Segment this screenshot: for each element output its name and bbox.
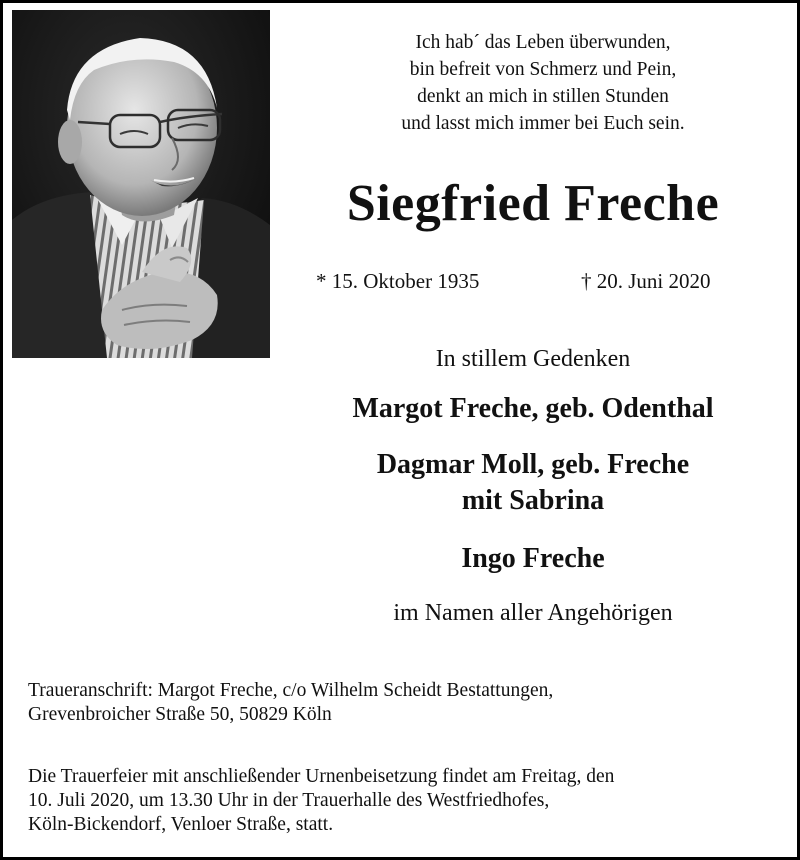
- address-line: Traueranschrift: Margot Freche, c/o Wilhelm Scheidt Bestattungen,: [28, 680, 554, 701]
- mourner-name: Margot Freche, geb. Odenthal: [352, 393, 714, 424]
- mourner-name: Ingo Freche: [461, 543, 605, 574]
- ceremony-line: 10. Juli 2020, um 13.30 Uhr in der Trauerhalle des Westfriedhofes,: [28, 790, 550, 811]
- portrait-photo: [12, 10, 270, 358]
- memory-intro: In stillem Gedenken: [435, 346, 631, 372]
- birth-date: * 15. Oktober 1935: [316, 269, 480, 293]
- portrait-illustration: [12, 10, 270, 358]
- poem-line: bin befreit von Schmerz und Pein,: [409, 59, 677, 80]
- poem-line: Ich hab´ das Leben überwunden,: [415, 32, 671, 53]
- ceremony-line: Die Trauerfeier mit anschließender Urnenbeisetzung findet am Freitag, den: [28, 766, 615, 787]
- mourner-name: Dagmar Moll, geb. Freche: [376, 449, 690, 480]
- address-line: Grevenbroicher Straße 50, 50829 Köln: [28, 704, 332, 725]
- relatives-closing: im Namen aller Angehörigen: [393, 600, 673, 626]
- ceremony-info: [28, 765, 788, 837]
- poem-line: denkt an mich in stillen Stunden: [417, 86, 669, 107]
- death-date: † 20. Juni 2020: [581, 269, 711, 293]
- mourning-address: [28, 679, 788, 727]
- deceased-name: Siegfried Freche: [346, 175, 720, 232]
- mourner-name: mit Sabrina: [461, 485, 605, 516]
- ceremony-line: Köln-Bickendorf, Venloer Straße, statt.: [28, 814, 334, 835]
- poem-line: und lasst mich immer bei Euch sein.: [401, 113, 685, 134]
- memorial-poem: [293, 29, 793, 137]
